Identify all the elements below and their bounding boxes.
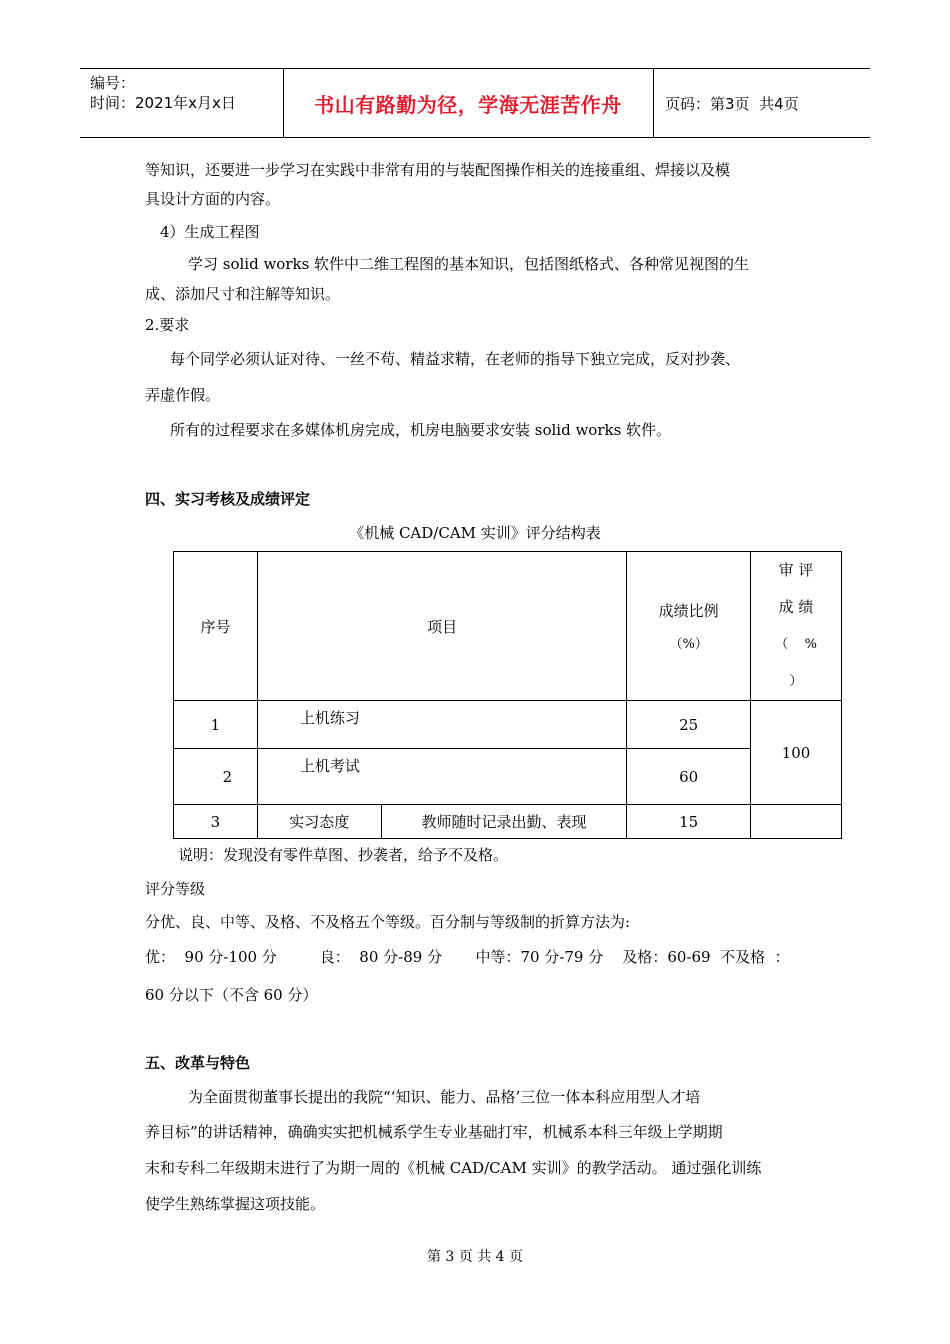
row-seq: 3 bbox=[174, 805, 258, 839]
header-review-line: （ % bbox=[775, 637, 817, 652]
table-row bbox=[174, 701, 842, 749]
paragraph-line: 每个同学必须认证对待、一丝不苟、精益求精，在老师的指导下独立完成，反对抄袭、 bbox=[170, 350, 741, 368]
number-label: 编号： bbox=[90, 74, 136, 92]
page-footer: 第 3 页 共 4 页 bbox=[426, 1249, 524, 1265]
header-divider bbox=[653, 69, 654, 137]
row-seq: 1 bbox=[174, 701, 258, 749]
row-seq: 2 bbox=[174, 749, 258, 805]
header-item: 项目 bbox=[257, 552, 626, 701]
table-note: 说明：发现没有零件草图、抄袭者，给予不及格。 bbox=[178, 846, 509, 864]
header-page-info: 页码：第3页 共4页 bbox=[665, 94, 799, 113]
header-review bbox=[751, 552, 842, 701]
subsection-title: 2.要求 bbox=[145, 316, 190, 334]
paragraph-line: 成、添加尺寸和注解等知识。 bbox=[145, 285, 341, 303]
section-title: 五、改革与特色 bbox=[145, 1054, 251, 1072]
header-ratio-line: 成绩比例 bbox=[658, 602, 719, 620]
section-title: 四、实习考核及成绩评定 bbox=[145, 490, 311, 508]
paragraph-line: 分优、良、中等、及格、不及格五个等级。百分制与等级制的折算方法为: bbox=[145, 913, 631, 931]
row-ratio: 25 bbox=[627, 701, 751, 749]
row-detail: 教师随时记录出勤、表现 bbox=[381, 805, 627, 839]
paragraph-line: 优： 90 分-100 分 良： 80 分-89 分 中等：70 分-79 分 及格：60-69 不及格 ： bbox=[145, 948, 790, 966]
header-review-line: ） bbox=[789, 674, 803, 689]
paragraph-line: 使学生熟练掌握这项技能。 bbox=[145, 1195, 326, 1213]
empty-cell bbox=[751, 805, 842, 839]
header-motto: 书山有路勤为径，学海无涯苦作舟 bbox=[314, 92, 622, 117]
row-item: 上机练习 bbox=[257, 701, 626, 749]
header-meta bbox=[90, 73, 236, 113]
row-item: 上机考试 bbox=[257, 749, 626, 805]
paragraph-line: 弄虚作假。 bbox=[145, 386, 221, 404]
paragraph-line: 具设计方面的内容。 bbox=[145, 190, 281, 208]
paragraph-line: 为全面贯彻董事长提出的我院“‘知识、能力、品格’三位一体本科应用型人才培 bbox=[188, 1088, 701, 1106]
header-review-line: 成 绩 bbox=[778, 598, 814, 616]
row-item: 实习态度 bbox=[257, 805, 381, 839]
header-review-line: 审 评 bbox=[778, 561, 814, 579]
review-score: 100 bbox=[751, 701, 842, 805]
row-ratio: 60 bbox=[627, 749, 751, 805]
header-ratio bbox=[627, 552, 751, 701]
paragraph-line: 所有的过程要求在多媒体机房完成，机房电脑要求安装 solid works 软件。 bbox=[170, 421, 672, 439]
header-seq: 序号 bbox=[174, 552, 258, 701]
table-row bbox=[174, 805, 842, 839]
paragraph-line: 60 分以下（不含 60 分） bbox=[145, 986, 318, 1004]
table-caption: 《机械 CAD/CAM 实训》评分结构表 bbox=[349, 524, 601, 542]
row-ratio: 15 bbox=[627, 805, 751, 839]
paragraph-line: 学习 solid works 软件中二维工程图的基本知识，包括图纸格式、各种常见视图的生 bbox=[188, 255, 750, 273]
subsection-title: 评分等级 bbox=[145, 880, 206, 898]
paragraph-line: 等知识，还要进一步学习在实践中非常有用的与装配图操作相关的连接重组、焊接以及模 bbox=[145, 161, 731, 179]
paragraph-line: 末和专科二年级期末进行了为期一周的《机械 CAD/CAM 实训》的教学活动。 通过强化训练 bbox=[145, 1159, 762, 1177]
grade-table bbox=[173, 551, 842, 839]
paragraph-line: 养目标”的讲话精神，确确实实把机械系学生专业基础打牢，机械系本科三年级上学期期 bbox=[145, 1123, 723, 1141]
page-header bbox=[80, 68, 870, 138]
header-ratio-unit: （%） bbox=[669, 637, 708, 652]
subsection-title: 4）生成工程图 bbox=[160, 223, 260, 241]
table-row bbox=[174, 749, 842, 805]
table-header-row bbox=[174, 552, 842, 701]
time-label: 时间：2021年x月x日 bbox=[90, 94, 236, 112]
